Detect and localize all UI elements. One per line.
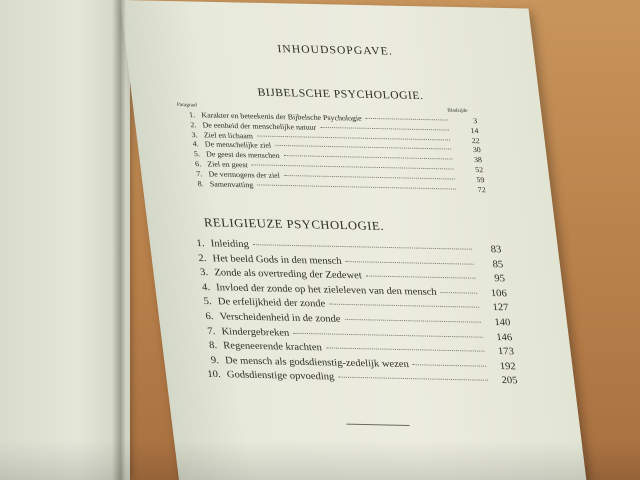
- toc-num: 4.: [192, 139, 200, 149]
- leader-dots: [413, 364, 486, 367]
- toc-page: 106: [490, 287, 508, 300]
- toc-page: 3: [472, 116, 478, 126]
- toc-num: 5.: [203, 296, 213, 308]
- toc-page: 30: [472, 145, 482, 155]
- toc-num: 6.: [204, 310, 215, 323]
- toc-label: De eenheid der menschelijke natuur: [201, 120, 317, 132]
- toc-page: 14: [469, 125, 479, 135]
- leader-dots: [346, 261, 474, 265]
- toc-page: 192: [499, 360, 517, 373]
- toc-num: 5.: [193, 149, 201, 159]
- book-gutter: [112, 0, 126, 480]
- leader-dots: [338, 377, 488, 381]
- toc-label: Karakter en beteekenis der Bijbelsche Psychologie: [200, 110, 363, 123]
- toc-page: 205: [501, 375, 519, 387]
- toc-page: 146: [495, 331, 513, 343]
- left-book-page: [0, 0, 130, 480]
- toc-page: 72: [477, 184, 487, 194]
- leader-dots: [366, 276, 476, 279]
- toc-num: 9.: [210, 354, 220, 366]
- toc-label: Regeneerende krachten: [222, 340, 323, 354]
- toc-num: 8.: [208, 340, 218, 352]
- toc-page: 59: [475, 174, 485, 184]
- toc-label: Het beeld Gods in den mensch: [211, 252, 343, 267]
- section-heading-bijbelsche: BIJBELSCHE PSYCHOLOGIE.: [256, 86, 425, 103]
- toc-page: 95: [493, 273, 506, 285]
- toc-label: De vermogens der ziel: [207, 169, 281, 180]
- page-content: [145, 1, 572, 480]
- column-header-paragraaf: Paragraaf: [176, 102, 198, 109]
- toc-page: 173: [497, 346, 515, 358]
- leader-dots: [253, 244, 472, 250]
- page-title: INHOUDSOPGAVE.: [276, 43, 394, 58]
- toc-page: 140: [493, 316, 512, 329]
- leader-dots: [293, 332, 482, 337]
- toc-num: 3.: [199, 267, 209, 279]
- toc-label: Zonde als overtreding der Zedewet: [213, 267, 363, 282]
- toc-label: Inleiding: [210, 238, 250, 251]
- leader-dots: [441, 292, 478, 294]
- toc-num: 6.: [194, 159, 202, 169]
- leader-dots: [284, 155, 453, 160]
- leader-dots: [257, 184, 456, 189]
- toc-list-section2: [183, 238, 519, 391]
- toc-label: Samenvatting: [209, 178, 254, 189]
- shadow: [0, 440, 640, 480]
- toc-num: 10.: [206, 369, 222, 381]
- toc-num: 3.: [190, 129, 198, 139]
- toc-num: 2.: [189, 119, 197, 130]
- toc-num: 2.: [197, 252, 207, 264]
- toc-num: 1.: [188, 110, 196, 120]
- leader-dots: [257, 135, 450, 140]
- leader-dots: [329, 304, 479, 308]
- toc-list-section1: [178, 110, 487, 195]
- toc-page: 127: [492, 302, 510, 314]
- toc-label: Ziel en lichaam: [203, 130, 254, 141]
- toc-label: De erfelijkheid der zonde: [217, 296, 326, 310]
- leader-dots: [345, 319, 481, 323]
- leader-dots: [366, 118, 448, 121]
- toc-page: 83: [490, 244, 503, 256]
- leader-dots: [275, 145, 451, 150]
- leader-dots: [284, 175, 455, 180]
- toc-page: 22: [471, 135, 481, 145]
- toc-label: De mensch als godsdienstig-zedelijk wezen: [224, 355, 410, 370]
- toc-page: 52: [474, 164, 484, 175]
- toc-num: 1.: [195, 237, 206, 250]
- toc-label: De menschelijke ziel: [204, 139, 272, 151]
- toc-label: De geest des menschen: [205, 149, 281, 161]
- toc-num: 8.: [196, 178, 204, 188]
- book-page: [120, 0, 587, 480]
- toc-label: Ziel en geest: [206, 159, 249, 170]
- toc-page: 85: [491, 258, 504, 270]
- toc-num: 7.: [206, 325, 216, 337]
- toc-num: 7.: [195, 168, 203, 179]
- toc-num: 4.: [201, 281, 211, 293]
- column-header-bladzijde: Bladzijde: [447, 108, 468, 114]
- closing-rule: [346, 424, 409, 426]
- leader-dots: [252, 164, 454, 169]
- toc-label: Verscheidenheid in de zonde: [219, 311, 342, 325]
- toc-label: Kindergebreken: [220, 325, 290, 339]
- leader-dots: [320, 127, 449, 131]
- toc-page: 38: [473, 155, 483, 165]
- toc-label: Invloed der zonde op het zieleleven van den mensch: [215, 282, 438, 298]
- toc-label: Godsdienstige opvoeding: [226, 369, 335, 383]
- leader-dots: [326, 348, 484, 352]
- section-heading-religieuze: RELIGIEUZE PSYCHOLOGIE.: [203, 215, 385, 233]
